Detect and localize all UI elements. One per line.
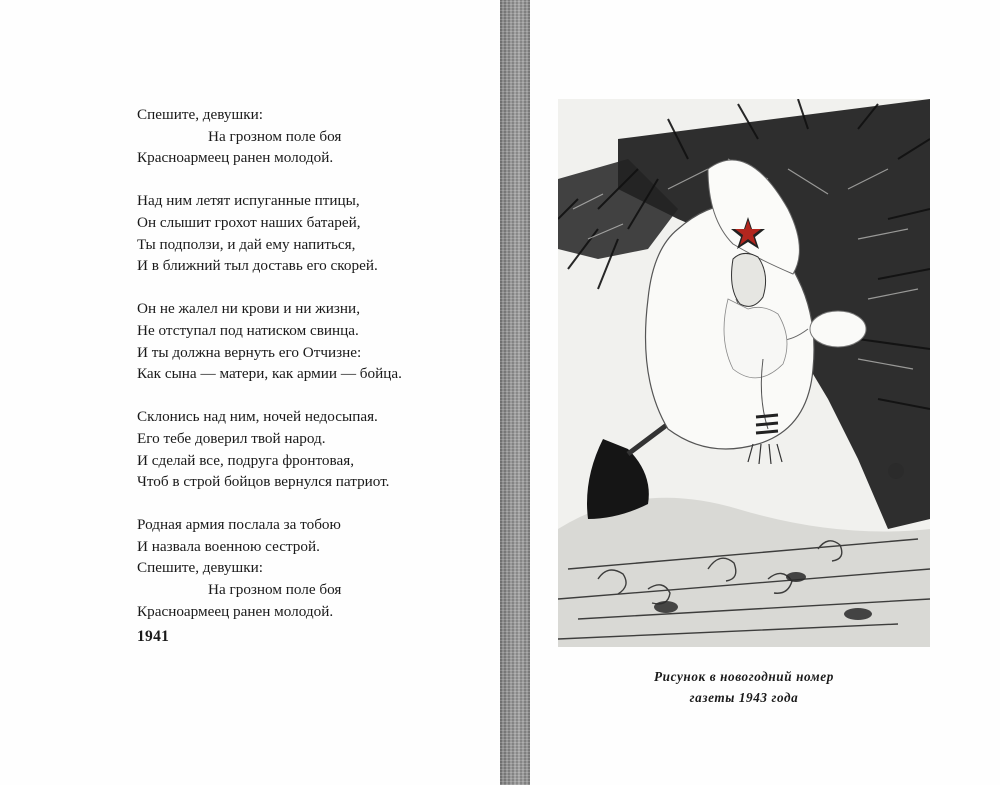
caption-line-2: газеты 1943 года xyxy=(689,689,799,705)
poem-line: И сделай все, подруга фронтовая, xyxy=(137,451,355,469)
poem-line: На грозном поле боя xyxy=(208,127,342,145)
poem-line: Ты подползи, и дай ему напиться, xyxy=(137,235,356,253)
poem-line: На грозном поле боя xyxy=(208,581,342,599)
illustration-image xyxy=(558,99,930,647)
poem-line: Не отступал под натиском свинца. xyxy=(137,321,359,339)
stanza-gap xyxy=(137,493,477,515)
poem-line: И в ближний тыл доставь его скорей. xyxy=(137,257,378,275)
poem-line: Родная армия послала за тобою xyxy=(137,516,341,534)
poem-line: Над ним летят испуганные птицы, xyxy=(137,192,360,210)
caption-line-1: Рисунок в новогодний номер xyxy=(654,669,834,684)
poem-line: И ты должна вернуть его Отчизне: xyxy=(137,343,362,361)
poem-line: Его тебе доверил твой народ. xyxy=(137,429,326,447)
stanza-gap xyxy=(137,277,477,299)
poem xyxy=(137,104,477,622)
poem-line: Склонись над ним, ночей недосыпая. xyxy=(137,408,378,426)
poem-line: Чтоб в строй бойцов вернулся патриот. xyxy=(137,473,390,491)
poem-line: Как сына — матери, как армии — бойца. xyxy=(137,365,402,383)
poem-line: Красноармеец ранен молодой. xyxy=(137,149,334,167)
poem-line: Спешите, девушки: xyxy=(137,559,263,577)
poem-line: Красноармеец ранен молодой. xyxy=(137,602,334,620)
stanza-gap xyxy=(137,385,477,407)
stanza-gap xyxy=(137,169,477,191)
poem-line: Спешите, девушки: xyxy=(137,106,263,123)
poem-year: 1941 xyxy=(137,628,170,645)
poem-line: Он не жалел ни крови и ни жизни, xyxy=(137,300,360,318)
book-gutter xyxy=(500,0,530,785)
poem-line: И назвала военною сестрой. xyxy=(137,537,320,555)
ded-moroz-drawing xyxy=(558,99,930,647)
illustration-caption xyxy=(560,667,928,708)
poem-line: Он слышит грохот наших батарей, xyxy=(137,213,361,231)
